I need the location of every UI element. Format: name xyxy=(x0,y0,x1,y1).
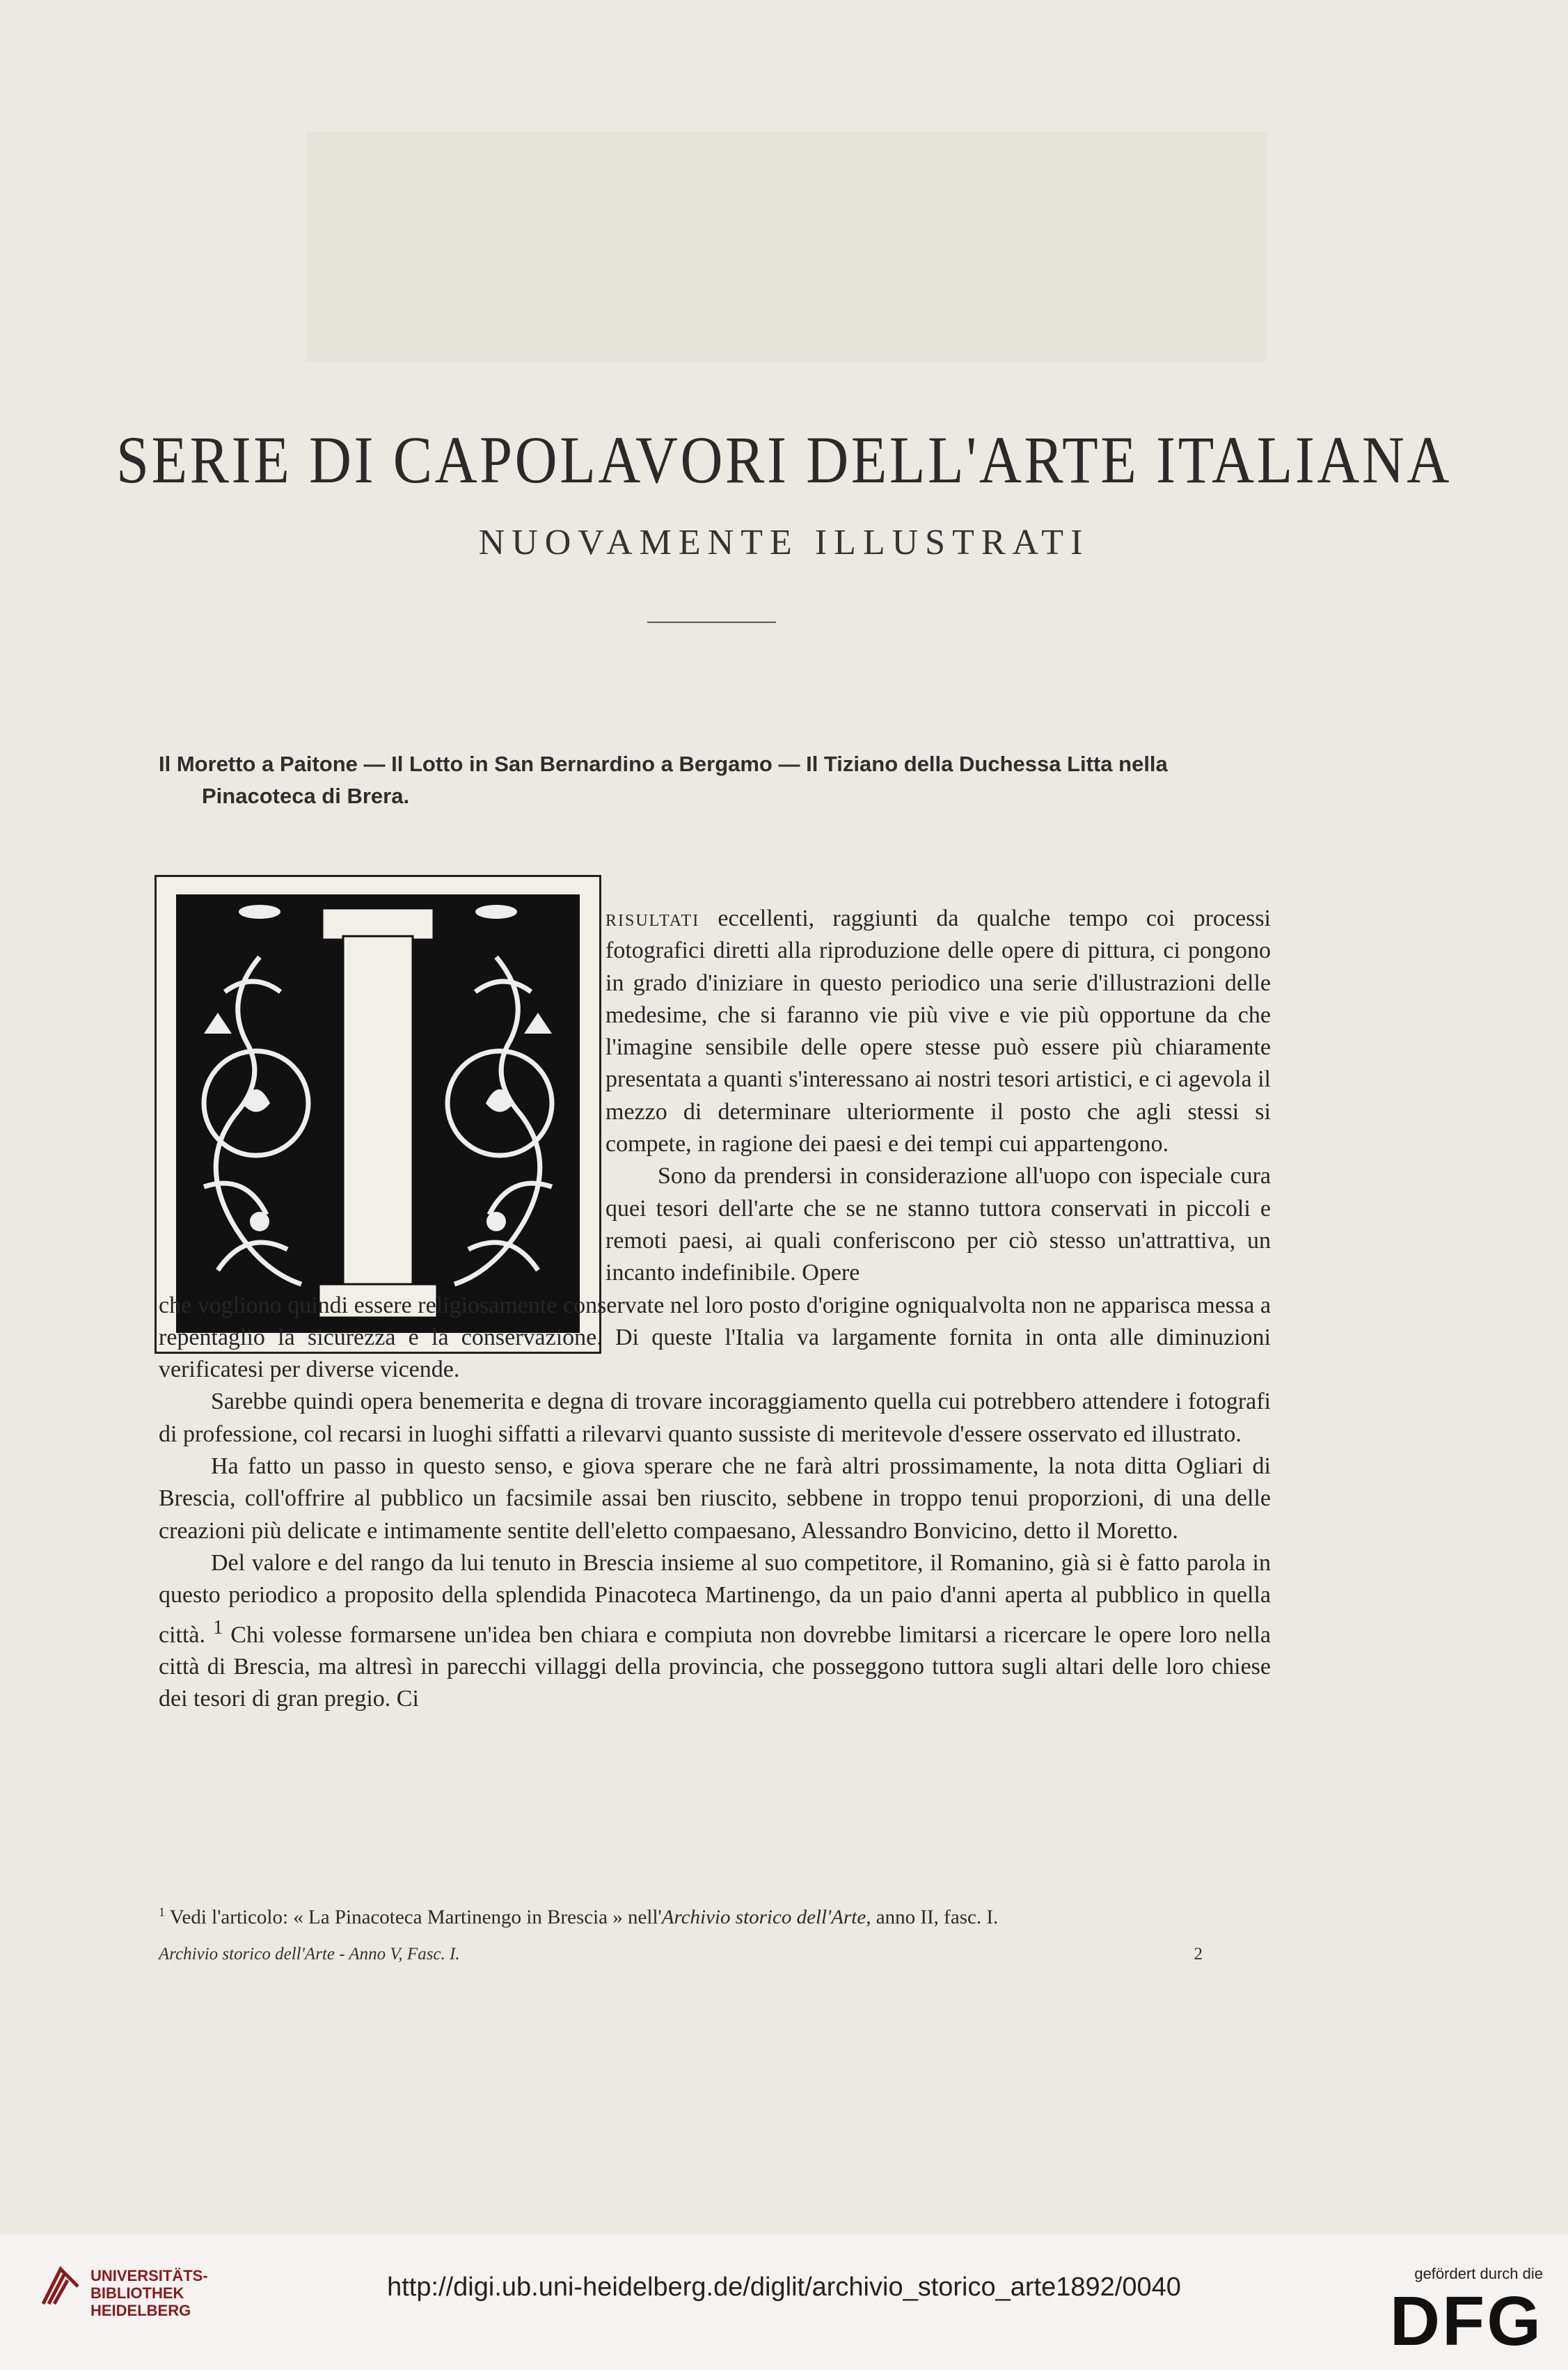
footnote xyxy=(159,1905,1271,1929)
summary-line-2: Pinacoteca di Brera. xyxy=(202,784,410,808)
journal-signature xyxy=(159,1945,1203,1964)
library-name-line: HEIDELBERG xyxy=(90,2302,191,2319)
paragraph-lead: risultati xyxy=(605,906,700,931)
signature-number: 2 xyxy=(1194,1945,1203,1964)
footnote-marker: 1 xyxy=(159,1905,165,1919)
library-name-line: UNIVERSITÄTS- xyxy=(90,2267,208,2284)
dfg-logo[interactable]: DFG xyxy=(1389,2282,1543,2360)
funding-label: gefördert durch die xyxy=(1414,2265,1543,2282)
footnote-ref: 1 xyxy=(213,1616,223,1638)
footnote-title: Archivio storico dell'Arte, xyxy=(661,1906,871,1929)
paragraph: Sono da prendersi in considerazione all'uopo con ispeciale cura quei tesori dell'arte che se ne stanno tuttora conservati in piccoli e remoti paesi, ai quali conferiscono per ciò stesso un'attrattiva, un incanto indefinibile. Opere xyxy=(605,1163,1271,1286)
paragraph-text: Chi volesse formarsene un'idea ben chiara e compiuta non dovrebbe limitarsi a ricercare le opere loro nella città di Brescia, ma altresì in parecchi villaggi della provincia, che posseggono tuttora sugli altari delle loro chiese dei tesori di gran pregio. Ci xyxy=(159,1621,1272,1712)
article-body xyxy=(159,903,1271,1716)
paragraph: che vogliono quindi essere religiosamente conservate nel loro posto d'origine ogniqualvolta non ne apparisca messa a repentaglio la sicurezza e la conservazione. Di queste l'Italia va largamente fornita in onta alle diminuzioni verificatesi per diverse vicende. xyxy=(159,1292,1271,1383)
paragraph xyxy=(159,1547,1271,1716)
bleed-through-shadow xyxy=(306,132,1267,362)
paragraph xyxy=(605,903,1271,1160)
title-divider xyxy=(647,622,776,623)
permalink-url[interactable]: http://digi.ub.uni-heidelberg.de/diglit/archivio_storico_arte1892/0040 xyxy=(387,2273,1181,2302)
paragraph: Sarebbe quindi opera benemerita e degna di trovare incoraggiamento quella cui potrebbero attendere i fotografi di professione, col recarsi in luoghi siffatti a rilevarvi quanto sussiste di meritevole d'essere osservato ed illustrato. xyxy=(159,1389,1271,1447)
summary-line-1: Il Moretto a Paitone — Il Lotto in San Bernardino a Bergamo — Il Tiziano della Duchessa Litta nella xyxy=(159,752,1168,776)
page-title: SERIE DI CAPOLAVORI DELL'ARTE ITALIANA xyxy=(116,422,1452,497)
paragraph: Ha fatto un passo in questo senso, e giova sperare che ne farà altri prossimamente, la nota ditta Ogliari di Brescia, coll'offrire al pubblico un facsimile assai ben riuscito, sebbene in troppo tenui proporzioni, di una delle creazioni più delicate e intimamente sentite dell'eletto compaesano, Alessandro Bonvicino, detto il Moretto. xyxy=(159,1453,1271,1544)
article-summary xyxy=(159,748,1272,812)
page-subtitle: NUOVAMENTE ILLUSTRATI xyxy=(478,523,1090,562)
paragraph-text: Del valore e del rango da lui tenuto in Brescia insieme al suo competitore, il Romanino, già si è fatto parola in questo periodico a proposito della splendida Pinacoteca Martinengo, da un paio d'anni aperta al pubblico in quella città. xyxy=(159,1549,1271,1648)
paragraph-text: eccellenti, raggiunti da qualche tempo coi processi fotografici diretti alla riproduzione delle opere di pittura, ci pongono in grado d'iniziare in questo periodico una serie d'illustrazioni delle medesime, che si faranno vie più vive e vie più opportune da che l'imagine sensibile delle opere stesse può essere più chiaramente presentata a quanti s'interessano ai nostri tesori artistici, e ci agevola il mezzo di determinare ulteriormente il posto che agli stessi si compete, in ragione dei paesi e dei tempi cui appartengono. xyxy=(605,906,1271,1158)
journal-name: Archivio storico dell'Arte - Anno V, Fasc. I. xyxy=(159,1945,460,1964)
footnote-text: Vedi l'articolo: « La Pinacoteca Martinengo in Brescia » nell' xyxy=(165,1906,662,1929)
library-name-line: BIBLIOTHEK xyxy=(90,2284,184,2302)
footnote-text: anno II, fasc. I. xyxy=(871,1906,999,1929)
